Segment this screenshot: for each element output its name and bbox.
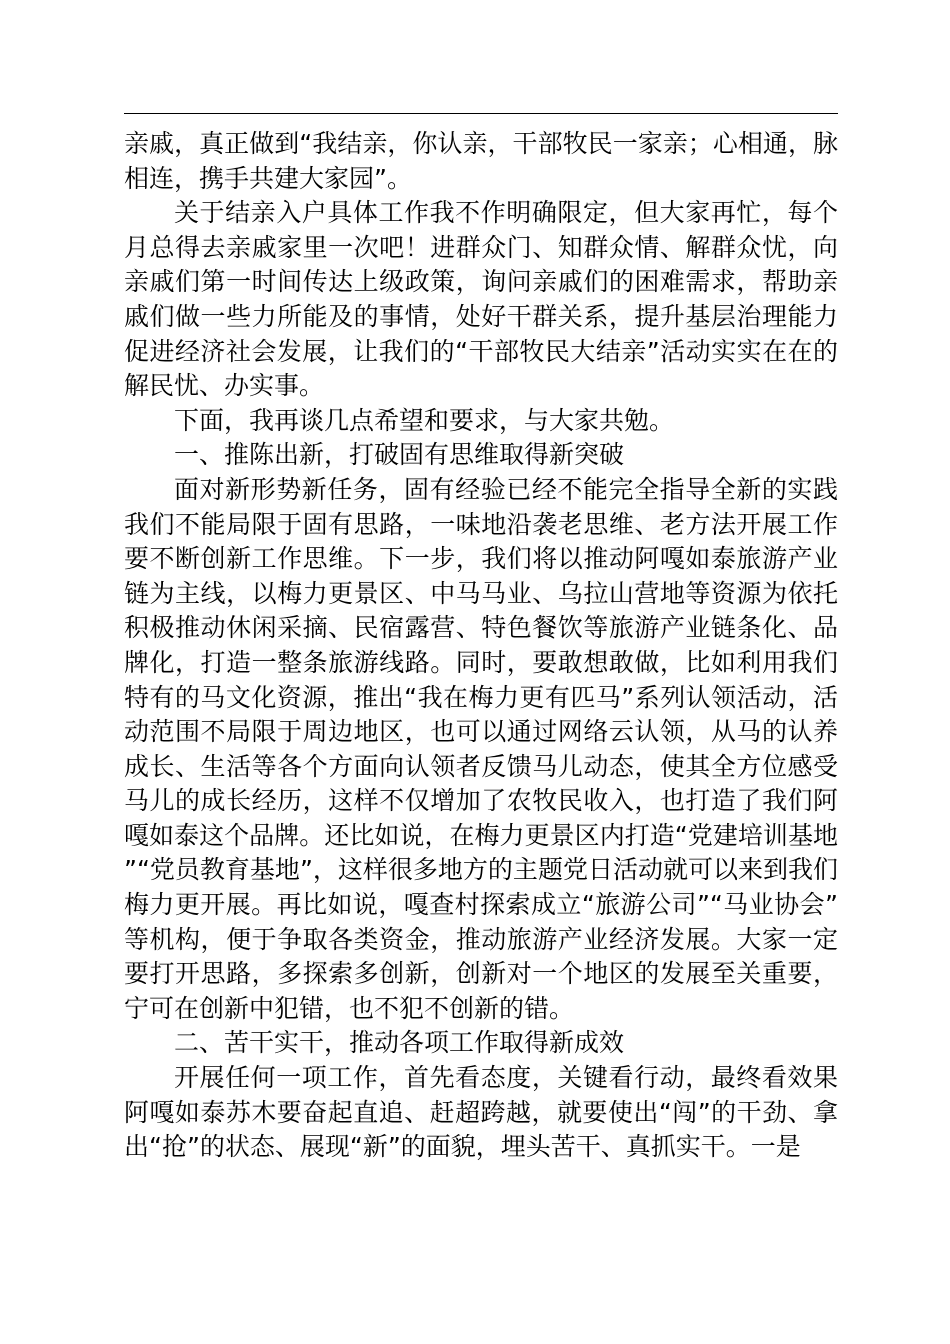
section-heading-1: 一、推陈出新，打破固有思维取得新突破	[174, 440, 625, 470]
paragraph-visit-requirement: 关于结亲入户具体工作我不作明确限定，但大家再忙，每个月总得去亲戚家里一次吧！进群众门、知群众情、解群众忧，向亲戚们第一时间传达上级政策，询问亲戚们的困难需求，帮助亲戚们做一些力所能及的事情，处好干群关系，提升基层治理能力促进经济社会发展，让我们的“干部牧民大结亲”活动实实在在的解民忧、办实事。	[124, 198, 838, 401]
paragraph-innovation: 面对新形势新任务，固有经验已经不能完全指导全新的实践我们不能局限于固有思路，一味地沿袭老思维、老方法开展工作要不断创新工作思维。下一步，我们将以推动阿嘎如泰旅游产业链为主线，以梅力更景区、中马马业、乌拉山营地等资源为依托积极推动休闲采摘、民宿露营、特色餐饮等旅游产业链条化、品牌化，打造一整条旅游线路。同时，要敢想敢做，比如利用我们特有的马文化资源，推出“我在梅力更有匹马”系列认领活动，活动范围不局限于周边地区，也可以通过网络云认领，从马的认养成长、生活等各个方面向认领者反馈马儿动态，使其全方位感受马儿的成长经历，这样不仅增加了农牧民收入，也打造了我们阿嘎如泰这个品牌。还比如说，在梅力更景区内打造“党建培训基地”“党员教育基地”，这样很多地方的主题党日活动就可以来到我们梅力更开展。再比如说，嘎查村探索成立“旅游公司”“马业协会”等机构，便于争取各类资金，推动旅游产业经济发展。大家一定要打开思路，多探索多创新，创新对一个地区的发展至关重要，宁可在创新中犯错，也不犯不创新的错。	[124, 474, 838, 1023]
paragraph-intro-requirements: 下面，我再谈几点希望和要求，与大家共勉。	[174, 405, 675, 435]
paragraph-continuation: 亲戚，真正做到“我结亲，你认亲，干部牧民一家亲；心相通，脉相连，携手共建大家园”。	[124, 129, 838, 193]
document-body	[124, 127, 838, 1165]
paragraph-hard-work: 开展任何一项工作，首先看态度，关键看行动，最终看效果阿嘎如泰苏木要奋起直追、赶超跨越，就要使出“闯”的干劲、拿出“抢”的状态、展现“新”的面貌，埋头苦干、真抓实干。一是	[124, 1063, 838, 1162]
section-heading-2: 二、苦干实干，推动各项工作取得新成效	[174, 1028, 625, 1058]
header-rule	[124, 113, 838, 114]
